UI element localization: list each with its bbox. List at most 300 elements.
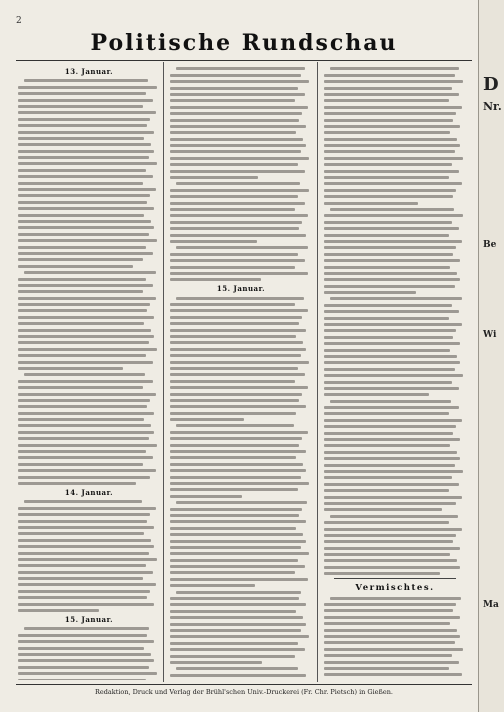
- text-line-placeholder: [324, 464, 455, 467]
- text-line-placeholder: [170, 266, 295, 269]
- text-line-placeholder: [18, 431, 154, 434]
- text-line-placeholder: [18, 653, 151, 656]
- text-line-placeholder: [18, 354, 146, 357]
- text-line-placeholder: [18, 348, 157, 351]
- text-line-placeholder: [170, 189, 309, 192]
- text-line-placeholder: [18, 137, 144, 140]
- text-line-placeholder: [324, 368, 455, 371]
- section-rule: [334, 578, 456, 579]
- text-line-placeholder: [170, 463, 303, 466]
- text-line-placeholder: [324, 125, 460, 128]
- dateline-heading: 15. Januar.: [64, 615, 114, 625]
- text-line-placeholder: [330, 515, 458, 518]
- text-line-placeholder: [324, 74, 455, 77]
- text-line-placeholder: [18, 86, 157, 89]
- text-line-placeholder: [324, 304, 452, 307]
- text-line-placeholder: [18, 476, 150, 479]
- text-line-placeholder: [18, 418, 144, 421]
- text-line-placeholder: [324, 489, 449, 492]
- text-line-placeholder: [170, 603, 306, 606]
- text-line-placeholder: [170, 482, 309, 485]
- text-line-placeholder: [18, 188, 156, 191]
- text-line-placeholder: [24, 79, 148, 82]
- column-divider: [317, 62, 318, 682]
- text-line-placeholder: [324, 202, 418, 205]
- page-number: 2: [16, 16, 22, 26]
- text-line-placeholder: [170, 361, 309, 364]
- text-line-placeholder: [18, 341, 149, 344]
- text-line-placeholder: [324, 444, 450, 447]
- text-line-placeholder: [18, 532, 144, 535]
- text-line-placeholder: [18, 437, 149, 440]
- text-line-placeholder: [18, 564, 146, 567]
- text-line-placeholder: [324, 99, 449, 102]
- article-paragraph: [18, 500, 160, 612]
- text-line-placeholder: [24, 627, 149, 630]
- text-line-placeholder: [170, 202, 305, 205]
- text-line-placeholder: [170, 272, 308, 275]
- article-paragraph: [170, 297, 312, 421]
- text-line-placeholder: [170, 341, 303, 344]
- text-line-placeholder: [170, 278, 261, 281]
- text-line-placeholder: [18, 456, 153, 459]
- text-line-placeholder: [324, 528, 462, 531]
- text-line-placeholder: [324, 317, 449, 320]
- text-line-placeholder: [170, 106, 308, 109]
- text-line-placeholder: [324, 470, 463, 473]
- text-line-placeholder: [18, 246, 146, 249]
- text-line-placeholder: [18, 558, 157, 561]
- text-line-placeholder: [170, 93, 305, 96]
- text-line-placeholder: [170, 508, 302, 511]
- text-line-placeholder: [170, 367, 298, 370]
- text-line-placeholder: [18, 265, 133, 268]
- text-line-placeholder: [170, 348, 306, 351]
- text-line-placeholder: [170, 450, 306, 453]
- text-line-placeholder: [170, 208, 295, 211]
- text-line-placeholder: [18, 182, 143, 185]
- dateline-heading: 13. Januar.: [64, 67, 114, 76]
- text-line-placeholder: [18, 156, 149, 159]
- text-line-placeholder: [170, 80, 309, 83]
- text-line-placeholder: [18, 450, 146, 453]
- text-line-placeholder: [18, 169, 146, 172]
- text-line-placeholder: [18, 552, 149, 555]
- text-line-placeholder: [170, 112, 302, 115]
- text-line-placeholder: [18, 175, 153, 178]
- text-line-placeholder: [324, 603, 456, 606]
- text-line-placeholder: [324, 80, 463, 83]
- text-line-placeholder: [170, 540, 306, 543]
- text-line-placeholder: [324, 195, 453, 198]
- text-line-placeholder: [18, 207, 154, 210]
- text-line-placeholder: [18, 393, 156, 396]
- text-line-placeholder: [324, 93, 459, 96]
- text-line-placeholder: [170, 393, 302, 396]
- text-line-placeholder: [324, 329, 456, 332]
- text-line-placeholder: [170, 655, 295, 658]
- text-line-placeholder: [324, 641, 455, 644]
- column-divider: [163, 62, 164, 682]
- text-line-placeholder: [170, 234, 306, 237]
- adjacent-page-fragment: Be: [483, 240, 497, 250]
- text-line-placeholder: [324, 176, 449, 179]
- text-line-placeholder: [324, 355, 457, 358]
- text-line-placeholder: [324, 374, 463, 377]
- text-line-placeholder: [170, 195, 298, 198]
- text-line-placeholder: [324, 119, 453, 122]
- text-line-placeholder: [324, 629, 457, 632]
- dateline-heading: 14. Januar.: [64, 488, 114, 497]
- article-paragraph: [18, 271, 160, 370]
- text-line-placeholder: [18, 482, 136, 485]
- text-line-placeholder: [170, 412, 296, 415]
- text-line-placeholder: [170, 144, 306, 147]
- text-line-placeholder: [170, 469, 306, 472]
- text-line-placeholder: [18, 405, 147, 408]
- text-line-placeholder: [170, 309, 308, 312]
- column-1: [18, 64, 160, 680]
- text-line-placeholder: [18, 92, 146, 95]
- article-paragraph: [18, 373, 160, 485]
- text-line-placeholder: [18, 214, 144, 217]
- text-line-placeholder: [170, 405, 306, 408]
- text-line-placeholder: [18, 386, 143, 389]
- text-line-placeholder: [170, 253, 298, 256]
- section-masthead: Politische Rundschau: [90, 30, 398, 56]
- text-line-placeholder: [324, 508, 442, 511]
- text-line-placeholder: [170, 380, 295, 383]
- text-line-placeholder: [18, 640, 154, 643]
- adjacent-page-fragment: Nr.: [483, 100, 502, 113]
- adjacent-page-fragment: Wi: [483, 330, 497, 340]
- text-line-placeholder: [170, 399, 299, 402]
- text-line-placeholder: [18, 361, 153, 364]
- text-line-placeholder: [18, 412, 154, 415]
- text-line-placeholder: [24, 373, 145, 376]
- text-line-placeholder: [18, 111, 156, 114]
- text-line-placeholder: [170, 335, 296, 338]
- text-line-placeholder: [324, 553, 450, 556]
- article-paragraph: [170, 501, 312, 587]
- article-paragraph: [170, 246, 312, 281]
- text-line-placeholder: [170, 533, 303, 536]
- article-paragraph: [324, 597, 466, 680]
- text-line-placeholder: [170, 125, 306, 128]
- text-line-placeholder: [324, 521, 449, 524]
- text-line-placeholder: [324, 387, 459, 390]
- text-line-placeholder: [324, 425, 456, 428]
- article-paragraph: [170, 591, 312, 664]
- text-line-placeholder: [324, 393, 429, 396]
- text-line-placeholder: [170, 552, 309, 555]
- masthead-rule: [16, 60, 472, 61]
- text-line-placeholder: [18, 143, 151, 146]
- text-line-placeholder: [324, 547, 460, 550]
- text-line-placeholder: [18, 220, 151, 223]
- text-line-placeholder: [324, 419, 462, 422]
- text-line-placeholder: [324, 534, 456, 537]
- text-line-placeholder: [324, 667, 449, 670]
- text-line-placeholder: [18, 303, 150, 306]
- text-line-placeholder: [324, 559, 457, 562]
- text-line-placeholder: [330, 297, 462, 300]
- text-line-placeholder: [18, 507, 156, 510]
- text-line-placeholder: [324, 227, 459, 230]
- text-line-placeholder: [324, 310, 459, 313]
- text-line-placeholder: [18, 258, 143, 261]
- text-line-placeholder: [324, 381, 452, 384]
- text-line-placeholder: [18, 590, 150, 593]
- text-line-placeholder: [324, 106, 462, 109]
- text-line-placeholder: [324, 635, 460, 638]
- text-line-placeholder: [18, 124, 147, 127]
- text-line-placeholder: [324, 361, 460, 364]
- article-paragraph: [324, 400, 466, 512]
- text-line-placeholder: [324, 622, 450, 625]
- article-paragraph: [324, 208, 466, 294]
- text-line-placeholder: [330, 597, 461, 600]
- text-line-placeholder: [170, 431, 308, 434]
- text-line-placeholder: [324, 451, 457, 454]
- text-line-placeholder: [324, 336, 453, 339]
- text-line-placeholder: [324, 266, 450, 269]
- text-line-placeholder: [324, 112, 456, 115]
- text-line-placeholder: [18, 322, 144, 325]
- text-line-placeholder: [18, 666, 149, 669]
- adjacent-page-fragment: Ma: [483, 600, 499, 610]
- text-line-placeholder: [170, 418, 244, 421]
- text-line-placeholder: [24, 500, 142, 503]
- text-line-placeholder: [170, 163, 298, 166]
- text-line-placeholder: [170, 99, 295, 102]
- text-line-placeholder: [18, 290, 143, 293]
- article-paragraph: [324, 297, 466, 396]
- text-line-placeholder: [18, 278, 146, 281]
- text-line-placeholder: [18, 367, 123, 370]
- text-line-placeholder: [18, 329, 151, 332]
- text-line-placeholder: [324, 221, 452, 224]
- text-line-placeholder: [170, 584, 255, 587]
- article-paragraph: [324, 515, 466, 576]
- text-line-placeholder: [170, 495, 242, 498]
- text-line-placeholder: [330, 67, 459, 70]
- text-line-placeholder: [170, 597, 299, 600]
- text-line-placeholder: [170, 259, 305, 262]
- text-line-placeholder: [324, 87, 452, 90]
- text-line-placeholder: [176, 182, 300, 185]
- text-line-placeholder: [324, 406, 459, 409]
- text-line-placeholder: [170, 623, 306, 626]
- text-line-placeholder: [18, 596, 147, 599]
- column-3: [324, 64, 466, 680]
- text-line-placeholder: [170, 119, 299, 122]
- text-line-placeholder: [324, 291, 416, 294]
- text-line-placeholder: [176, 591, 301, 594]
- text-line-placeholder: [170, 87, 298, 90]
- text-line-placeholder: [324, 502, 456, 505]
- text-line-placeholder: [324, 438, 460, 441]
- text-line-placeholder: [170, 616, 303, 619]
- text-line-placeholder: [18, 380, 153, 383]
- text-line-placeholder: [324, 540, 453, 543]
- text-line-placeholder: [324, 285, 455, 288]
- text-line-placeholder: [18, 577, 143, 580]
- text-line-placeholder: [170, 565, 305, 568]
- text-line-placeholder: [324, 234, 449, 237]
- text-line-placeholder: [170, 354, 301, 357]
- text-line-placeholder: [170, 373, 305, 376]
- footer-rule: [16, 684, 472, 685]
- text-line-placeholder: [18, 284, 153, 287]
- text-line-placeholder: [170, 329, 306, 332]
- text-line-placeholder: [324, 150, 455, 153]
- adjacent-page-fragment: D: [483, 74, 499, 95]
- text-line-placeholder: [324, 170, 459, 173]
- text-line-placeholder: [324, 673, 462, 676]
- text-line-placeholder: [18, 539, 151, 542]
- text-line-placeholder: [18, 603, 154, 606]
- text-line-placeholder: [170, 571, 295, 574]
- text-line-placeholder: [324, 163, 452, 166]
- text-line-placeholder: [18, 609, 99, 612]
- article-paragraph: [170, 67, 312, 179]
- text-line-placeholder: [324, 566, 460, 569]
- text-line-placeholder: [170, 214, 308, 217]
- text-line-placeholder: [324, 189, 456, 192]
- text-line-placeholder: [170, 221, 302, 224]
- text-line-placeholder: [176, 246, 308, 249]
- text-line-placeholder: [170, 456, 296, 459]
- text-line-placeholder: [324, 349, 450, 352]
- text-line-placeholder: [18, 99, 153, 102]
- text-line-placeholder: [18, 513, 150, 516]
- text-line-placeholder: [18, 150, 154, 153]
- text-line-placeholder: [324, 572, 440, 575]
- text-line-placeholder: [170, 674, 306, 677]
- text-line-placeholder: [18, 201, 147, 204]
- text-line-placeholder: [330, 208, 454, 211]
- text-line-placeholder: [170, 157, 309, 160]
- text-line-placeholder: [170, 661, 262, 664]
- text-line-placeholder: [170, 629, 301, 632]
- text-line-placeholder: [324, 483, 459, 486]
- text-line-placeholder: [170, 520, 306, 523]
- text-line-placeholder: [18, 571, 153, 574]
- text-line-placeholder: [324, 342, 460, 345]
- text-line-placeholder: [170, 176, 258, 179]
- text-line-placeholder: [176, 67, 305, 70]
- text-line-placeholder: [170, 170, 305, 173]
- text-line-placeholder: [170, 488, 298, 491]
- text-line-placeholder: [324, 182, 462, 185]
- text-line-placeholder: [324, 272, 457, 275]
- text-line-placeholder: [18, 444, 157, 447]
- text-line-placeholder: [324, 648, 463, 651]
- text-line-placeholder: [176, 501, 307, 504]
- text-line-placeholder: [18, 399, 150, 402]
- text-line-placeholder: [324, 661, 459, 664]
- text-line-placeholder: [170, 138, 303, 141]
- text-line-placeholder: [18, 583, 156, 586]
- text-line-placeholder: [324, 616, 460, 619]
- text-line-placeholder: [324, 240, 462, 243]
- text-line-placeholder: [170, 514, 299, 517]
- text-line-placeholder: [18, 233, 149, 236]
- text-line-placeholder: [18, 672, 157, 675]
- text-line-placeholder: [170, 437, 302, 440]
- dateline-heading: 15. Januar.: [216, 284, 266, 294]
- text-line-placeholder: [170, 386, 308, 389]
- article-paragraph: [18, 79, 160, 267]
- text-line-placeholder: [18, 463, 143, 466]
- text-line-placeholder: [324, 278, 460, 281]
- text-line-placeholder: [330, 400, 451, 403]
- text-line-placeholder: [170, 476, 301, 479]
- text-line-placeholder: [18, 520, 147, 523]
- text-line-placeholder: [18, 545, 154, 548]
- text-line-placeholder: [170, 303, 295, 306]
- text-line-placeholder: [18, 118, 150, 121]
- text-line-placeholder: [324, 476, 452, 479]
- article-paragraph: [170, 667, 312, 680]
- text-line-placeholder: [24, 271, 156, 274]
- text-line-placeholder: [18, 226, 154, 229]
- text-line-placeholder: [170, 240, 257, 243]
- text-line-placeholder: [324, 144, 460, 147]
- text-line-placeholder: [324, 253, 453, 256]
- text-line-placeholder: [324, 214, 463, 217]
- article-paragraph: [170, 424, 312, 497]
- text-line-placeholder: [324, 654, 452, 657]
- text-line-placeholder: [18, 194, 150, 197]
- text-line-placeholder: [170, 227, 299, 230]
- text-line-placeholder: [18, 297, 156, 300]
- text-line-placeholder: [324, 246, 456, 249]
- text-line-placeholder: [18, 316, 154, 319]
- text-line-placeholder: [170, 527, 296, 530]
- text-line-placeholder: [170, 546, 301, 549]
- text-line-placeholder: [324, 457, 460, 460]
- text-line-placeholder: [170, 131, 296, 134]
- text-line-placeholder: [170, 322, 299, 325]
- text-line-placeholder: [18, 105, 143, 108]
- text-line-placeholder: [18, 634, 147, 637]
- text-line-placeholder: [324, 157, 463, 160]
- column-2: [170, 64, 312, 680]
- section-heading: Vermischtes.: [355, 583, 435, 594]
- text-line-placeholder: [18, 239, 157, 242]
- text-line-placeholder: [176, 667, 298, 670]
- adjacent-page-edge: [478, 0, 504, 712]
- text-line-placeholder: [18, 335, 154, 338]
- text-line-placeholder: [324, 259, 460, 262]
- text-line-placeholder: [170, 578, 308, 581]
- text-line-placeholder: [18, 659, 154, 662]
- text-line-placeholder: [324, 609, 453, 612]
- text-line-placeholder: [324, 496, 462, 499]
- text-line-placeholder: [170, 648, 305, 651]
- text-line-placeholder: [18, 679, 146, 680]
- text-line-placeholder: [324, 138, 457, 141]
- text-line-placeholder: [170, 642, 298, 645]
- text-line-placeholder: [18, 309, 147, 312]
- text-line-placeholder: [324, 323, 462, 326]
- text-line-placeholder: [170, 559, 298, 562]
- text-line-placeholder: [18, 424, 151, 427]
- text-line-placeholder: [324, 412, 449, 415]
- text-line-placeholder: [176, 297, 304, 300]
